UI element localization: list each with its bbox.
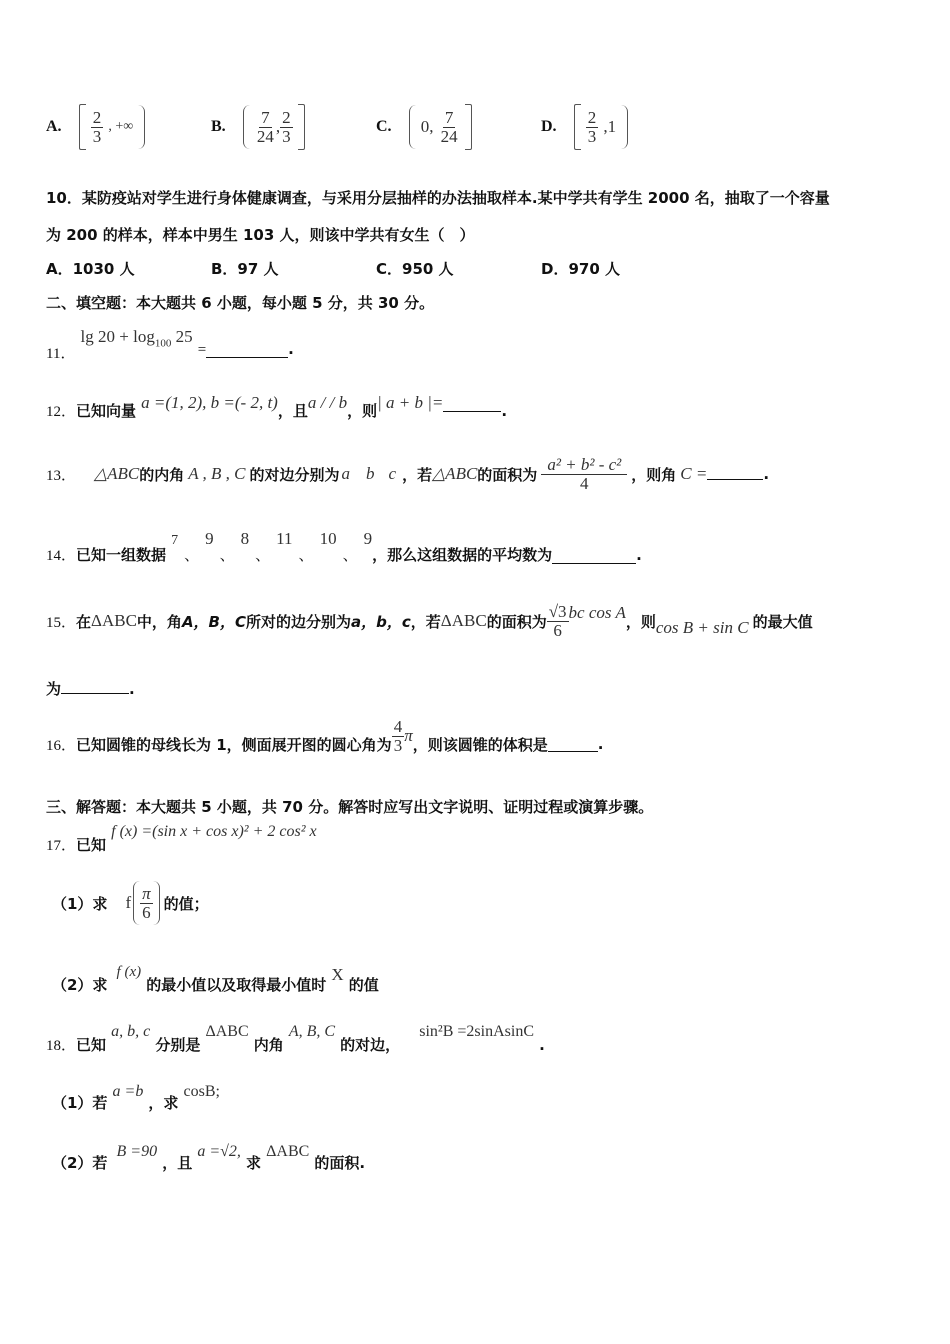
q10-option-a: A．1030 人 bbox=[46, 260, 135, 278]
q10-line1: 10．某防疫站对学生进行身体健康调查，与采用分层抽样的办法抽取样本.某中学共有学生 2000 名，抽取了一个容量 bbox=[46, 189, 830, 207]
q18-part2: （2）若 B =90 ，且 a =√2, 求 ΔABC 的面积. bbox=[52, 1143, 366, 1172]
q12: 12．已知向量 a =(1, 2), b =(- 2, t)，且a / / b，则| a + b |= . bbox=[46, 393, 508, 420]
left-bracket bbox=[79, 104, 86, 150]
fraction: $\frac{2}{3}$ bbox=[587, 107, 597, 146]
left-paren bbox=[409, 105, 416, 149]
right-paren bbox=[153, 881, 160, 925]
q14: 14．已知一组数据 7、9、8、11、10、9，那么这组数据的平均数为 . bbox=[46, 529, 642, 564]
left-bracket bbox=[574, 104, 581, 150]
fraction: $\frac{\pi}{6}$ bbox=[142, 883, 151, 922]
fraction: $\frac{7}{24}$ bbox=[440, 107, 458, 146]
q11: 11． $\lg 20 + \log_{100} 25$ = . bbox=[46, 327, 294, 362]
q9-option-a: A. $\frac{2}{3}$ , +∞ bbox=[46, 104, 145, 150]
section-2-heading: 二、填空题：本大题共 6 小题，每小题 5 分，共 30 分。 bbox=[46, 294, 435, 312]
right-paren bbox=[621, 105, 628, 149]
q9-option-b: B. $\frac{7}{24}$ , $\frac{2}{3}$ bbox=[211, 104, 305, 150]
left-paren bbox=[133, 881, 140, 925]
right-bracket bbox=[298, 104, 305, 150]
q9-option-d: D. $\frac{2}{3}$ ,1 bbox=[541, 104, 628, 150]
answer-blank[interactable] bbox=[552, 562, 636, 564]
q13: 13． △ABC 的内角 A , B , C 的对边分别为 a b c ，若 △ABC 的面积为 $\frac{\text{a² + b² - c²}}{4}$ ，则角 C = . bbox=[46, 454, 770, 493]
q10-option-b: B．97 人 bbox=[211, 260, 279, 278]
answer-blank[interactable] bbox=[206, 356, 288, 358]
answer-blank[interactable] bbox=[548, 750, 598, 752]
answer-blank[interactable] bbox=[61, 692, 129, 694]
q18-part1: （1）若 a =b ，求 cosB; bbox=[52, 1083, 220, 1112]
fraction: $\frac{4}{3}$ bbox=[393, 716, 403, 755]
fraction: $\frac{\text{a² + b² - c²}}{4}$ bbox=[541, 456, 627, 493]
q16: 16． 已知圆锥的母线长为 1，侧面展开图的圆心角为 $\frac{4}{3}$ π ，则该圆锥的体积是 . bbox=[46, 716, 604, 755]
section-3-heading: 三、解答题：本大题共 5 小题，共 70 分。解答时应写出文字说明、证明过程或演算步骤。 bbox=[46, 798, 654, 816]
right-bracket bbox=[465, 104, 472, 150]
q15-line2: 为 . bbox=[46, 680, 135, 698]
option-label: A. bbox=[46, 118, 62, 135]
q11-expr: $\lg 20 + \log_{100} 25$ bbox=[80, 327, 193, 350]
fraction: $\frac{2}{3}$ bbox=[92, 107, 102, 146]
q17-part2: （2）求 f (x) 的最小值以及取得最小值时 X 的值 bbox=[52, 964, 379, 994]
answer-blank[interactable] bbox=[443, 410, 501, 412]
q9-option-c: C. 0, $\frac{7}{24}$ bbox=[376, 104, 472, 150]
fraction: $\frac{7}{24}$ bbox=[256, 107, 274, 146]
answer-blank[interactable] bbox=[707, 478, 763, 480]
left-paren bbox=[243, 105, 250, 149]
right-paren bbox=[138, 105, 145, 149]
fraction: $\frac{√3}{6}$ bbox=[548, 601, 567, 640]
q17-part1: （1）求 f $\frac{\pi}{6}$ 的值； bbox=[52, 878, 209, 928]
q18: 18．已知 a, b, c 分别是 ΔABC 内角 A, B, C 的对边， sin²B =2sinAsinC . bbox=[46, 1023, 545, 1054]
q17: 17．已知 f (x) =(sin x + cos x)² + 2 cos² x bbox=[46, 823, 317, 854]
q15: 15． 在 ΔABC 中，角 A，B，C 所对的边分别为 a，b，c ，若 ΔABC 的面积为 $\frac{√3}{6}$ bc cos A ，则 cos B + sin C 的最大值 bbox=[46, 601, 813, 640]
q10-option-d: D．970 人 bbox=[541, 260, 620, 278]
fraction: $\frac{2}{3}$ bbox=[282, 107, 291, 146]
q10-line2: 为 200 的样本，样本中男生 103 人，则该中学共有女生（ ） bbox=[46, 226, 475, 244]
q10-option-c: C．950 人 bbox=[376, 260, 454, 278]
